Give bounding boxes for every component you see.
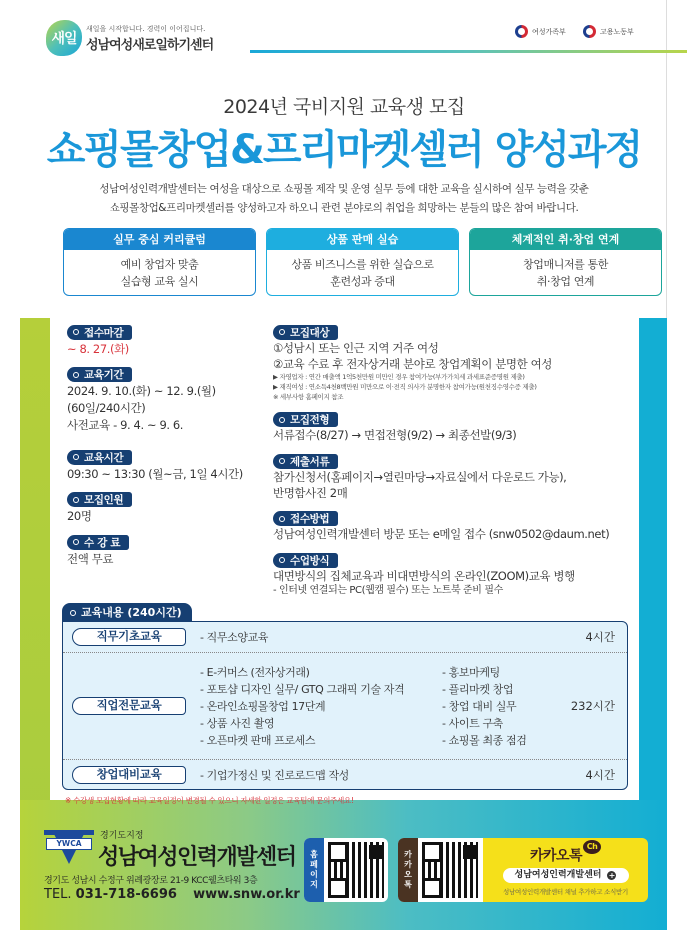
header-divider xyxy=(250,50,687,53)
info-method: 수업방식 대면방식의 집체교육과 비대면방식의 온라인(ZOOM)교육 병행 - 인터넷 연결되는 PC(웹캠 필수) 또는 노트북 준비 필수 xyxy=(273,554,575,596)
center-name: 성남여성새로일하기센터 xyxy=(86,37,214,53)
kakao-channel-banner[interactable]: 카카오톡Ch 성남여성인력개발센터 + 성남여성인력개발센터 채널 추가하고 소식받기 xyxy=(483,838,648,902)
qr-code-icon xyxy=(422,842,478,898)
plus-icon: + xyxy=(608,871,616,880)
curriculum-row-professional: 직업전문교육 - E-커머스 (전자상거래) - 포토샵 디자인 실무/ GTQ 그래픽 기술 자격 - 온라인쇼핑몰창업 17단계 - 상품 사진 촬영 - 오픈마켓 판매 프로세스 - 홍보마케팅 - 플리마켓 창업 - 창업 대비 실무 - 사이트 구축 - 쇼핑몰 최종 점검 232시간 xyxy=(63,653,627,760)
saeil-logo xyxy=(46,20,213,56)
qr-code-icon xyxy=(328,842,384,898)
kakao-channel-button[interactable]: 성남여성인력개발센터 + xyxy=(503,868,629,883)
intro-text: 성남여성인력개발센터는 여성을 대상으로 쇼핑몰 제작 및 운영 실무 등에 대한 교육을 실시하여 실무 능력을 갖춘 쇼핑몰창업&프리마켓셀러를 양성하고자 하오니 관련 분야로의 취업을 희망하는 분들의 많은 참여 바랍니다. xyxy=(99,183,589,214)
bullet-icon xyxy=(279,557,285,563)
subtitle: 2024년 국비지원 교육생 모집 xyxy=(223,96,465,118)
bullet-icon xyxy=(73,497,79,503)
designation-label: 경기도지정 xyxy=(100,831,144,841)
taegeuk-emblem-icon xyxy=(515,25,528,38)
feature-sales-practice: 상품 판매 실습 상품 비즈니스를 위한 실습으로 훈련성과 증대 xyxy=(266,228,459,296)
bullet-icon xyxy=(73,454,79,460)
logo-slogan: 새일을 시작합니다. 경력이 이어집니다. xyxy=(86,24,206,33)
saeil-logo-mark: 새일 xyxy=(46,20,82,56)
curriculum-row-basic: 직무기초교육 - 직무소양교육 4시간 xyxy=(63,622,627,653)
info-apply: 접수방법 성남여성인력개발센터 방문 또는 e메일 접수 (snw0502@daum.net) xyxy=(273,513,610,541)
address: 경기도 성남시 수정구 위례광장로 21-9 KCC웰츠타워 3층 xyxy=(44,876,258,886)
bullet-icon xyxy=(70,610,76,616)
main-title: 쇼핑몰창업&프리마켓셀러 양성과정 xyxy=(46,127,642,173)
bullet-icon xyxy=(279,329,285,335)
taegeuk-emblem-icon xyxy=(583,25,596,38)
bullet-icon xyxy=(279,458,285,464)
info-capacity: 모집인원 20명 xyxy=(67,488,267,525)
kakao-channel-icon: Ch xyxy=(583,840,601,854)
info-documents: 제출서류 참가신청서(홈페이지→열린마당→자료실에서 다운로드 가능), 반명함사진 2매 xyxy=(273,455,567,500)
bullet-icon xyxy=(279,516,285,522)
org-name: 성남여성인력개발센터 xyxy=(98,845,296,870)
feature-boxes xyxy=(63,228,662,296)
qr-kakao[interactable]: 카 카 오 톡 xyxy=(398,838,488,902)
phone-number[interactable]: 031-718-6696 xyxy=(75,887,177,902)
curriculum-row-startup: 창업대비교육 - 기업가정신 및 진로로드맵 작성 4시간 xyxy=(63,760,627,790)
bullet-icon xyxy=(73,372,79,378)
curriculum-tag: 교육내용 (240시간) xyxy=(62,603,192,622)
feature-job-linkage: 체계적인 취·창업 연계 창업매니저를 통한 취·창업 연계 xyxy=(469,228,662,296)
website-link[interactable]: www.snw.or.kr xyxy=(193,887,300,902)
ywca-logo: YWCA xyxy=(44,830,94,864)
right-info-column xyxy=(273,320,643,604)
ministry-gender-equality: 여성가족부 xyxy=(515,25,566,38)
left-info-column xyxy=(67,320,267,573)
info-selection: 모집전형 서류접수(8/27) → 면접전형(9/2) → 최종선발(9/3) xyxy=(273,414,517,442)
feature-curriculum: 실무 중심 커리큘럼 예비 창업자 맞춤 실습형 교육 실시 xyxy=(63,228,256,296)
bullet-icon xyxy=(73,329,79,335)
ministry-labor: 고용노동부 xyxy=(583,25,634,38)
schedule-notice: ※ 수강생 모집현황에 따라 교육일정이 변경될 수 있으니 자세한 일정은 교육팀에 문의주세요! xyxy=(65,796,354,805)
curriculum-table xyxy=(62,621,628,790)
bullet-icon xyxy=(73,539,79,545)
contact-line: TEL. 031-718-6696 www.snw.or.kr xyxy=(44,887,300,902)
info-deadline: 접수마감 ~ 8. 27.(화) xyxy=(67,320,267,357)
bullet-icon xyxy=(279,417,285,423)
info-fee: 수 강 료 전액 무료 xyxy=(67,530,267,567)
info-target: 모집대상 ①성남시 또는 인근 지역 거주 여성 ②교육 수료 후 전자상거래 분야로 창업계획이 분명한 여성 ▶ 자영업자 : 연간 매출액 1억5천만원 미만인 경우 참여가능(부가가치세 과세표준증명원 제출) ▶ 재직여성 : 연소득4천8백만원 미만으로 이·전직 의사가 분명한자 참여가능(원천징수영수증 제출) ※ 세부사항 홈페이지 참조 xyxy=(273,326,553,401)
info-time: 교육시간 09:30 ~ 13:30 (월~금, 1일 4시간) xyxy=(67,451,243,481)
info-period: 교육기간 2024. 9. 10.(화) ~ 12. 9.(월) (60일/240시간) 사전교육 - 9. 4. ~ 9. 6. xyxy=(67,369,216,432)
qr-homepage[interactable]: 홈 페 이 지 xyxy=(304,838,388,902)
